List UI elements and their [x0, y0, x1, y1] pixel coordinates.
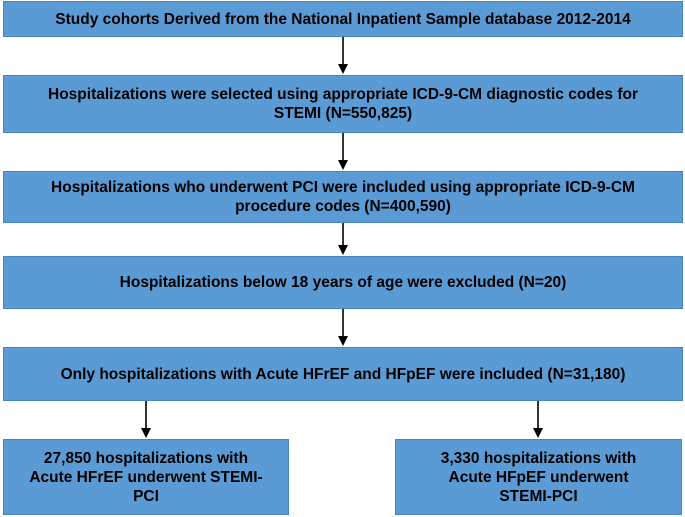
arrow-stemi-to-pci	[338, 133, 348, 170]
node-label: Study cohorts Derived from the National Inpatient Sample database 2012-2014	[55, 10, 631, 28]
arrow-head	[338, 64, 348, 74]
arrow-head	[141, 428, 151, 438]
arrow-head	[338, 336, 348, 346]
flowchart-node-stemi-selection	[3, 75, 683, 133]
node-label: Only hospitalizations with Acute HFrEF and HFpEF were included (N=31,180)	[60, 365, 626, 383]
arrow-head	[338, 245, 348, 255]
arrow-age-to-hf	[338, 309, 348, 346]
flowchart-node-age-exclusion	[3, 256, 683, 309]
node-label: Hospitalizations were selected using appropriate ICD-9-CM diagnostic codes for STEMI (N=550,825)	[48, 86, 638, 122]
flowchart-node-cohort-source	[3, 1, 683, 37]
flowchart-node-hfref-group	[3, 439, 289, 515]
arrow-hf-to-hfref	[141, 401, 151, 438]
flowchart-node-hfpef-group	[395, 439, 682, 515]
arrow-head	[338, 160, 348, 170]
node-label: Hospitalizations below 18 years of age were excluded (N=20)	[119, 274, 567, 291]
flowchart-node-hf-inclusion	[3, 347, 683, 401]
arrow-hf-to-hfpef	[533, 401, 543, 438]
node-label: Hospitalizations who underwent PCI were included using appropriate ICD-9-CM procedure codes (N=400,590)	[51, 179, 635, 215]
node-label: 3,330 hospitalizations with Acute HFpEF underwent STEMI-PCI	[440, 449, 637, 505]
flowchart-node-pci-inclusion	[3, 171, 683, 223]
node-label: 27,850 hospitalizations with Acute HFrEF underwent STEMI-PCI	[29, 449, 263, 505]
arrow-pci-to-age	[338, 223, 348, 255]
arrow-cohort-to-stemi	[338, 37, 348, 74]
arrow-head	[533, 428, 543, 438]
